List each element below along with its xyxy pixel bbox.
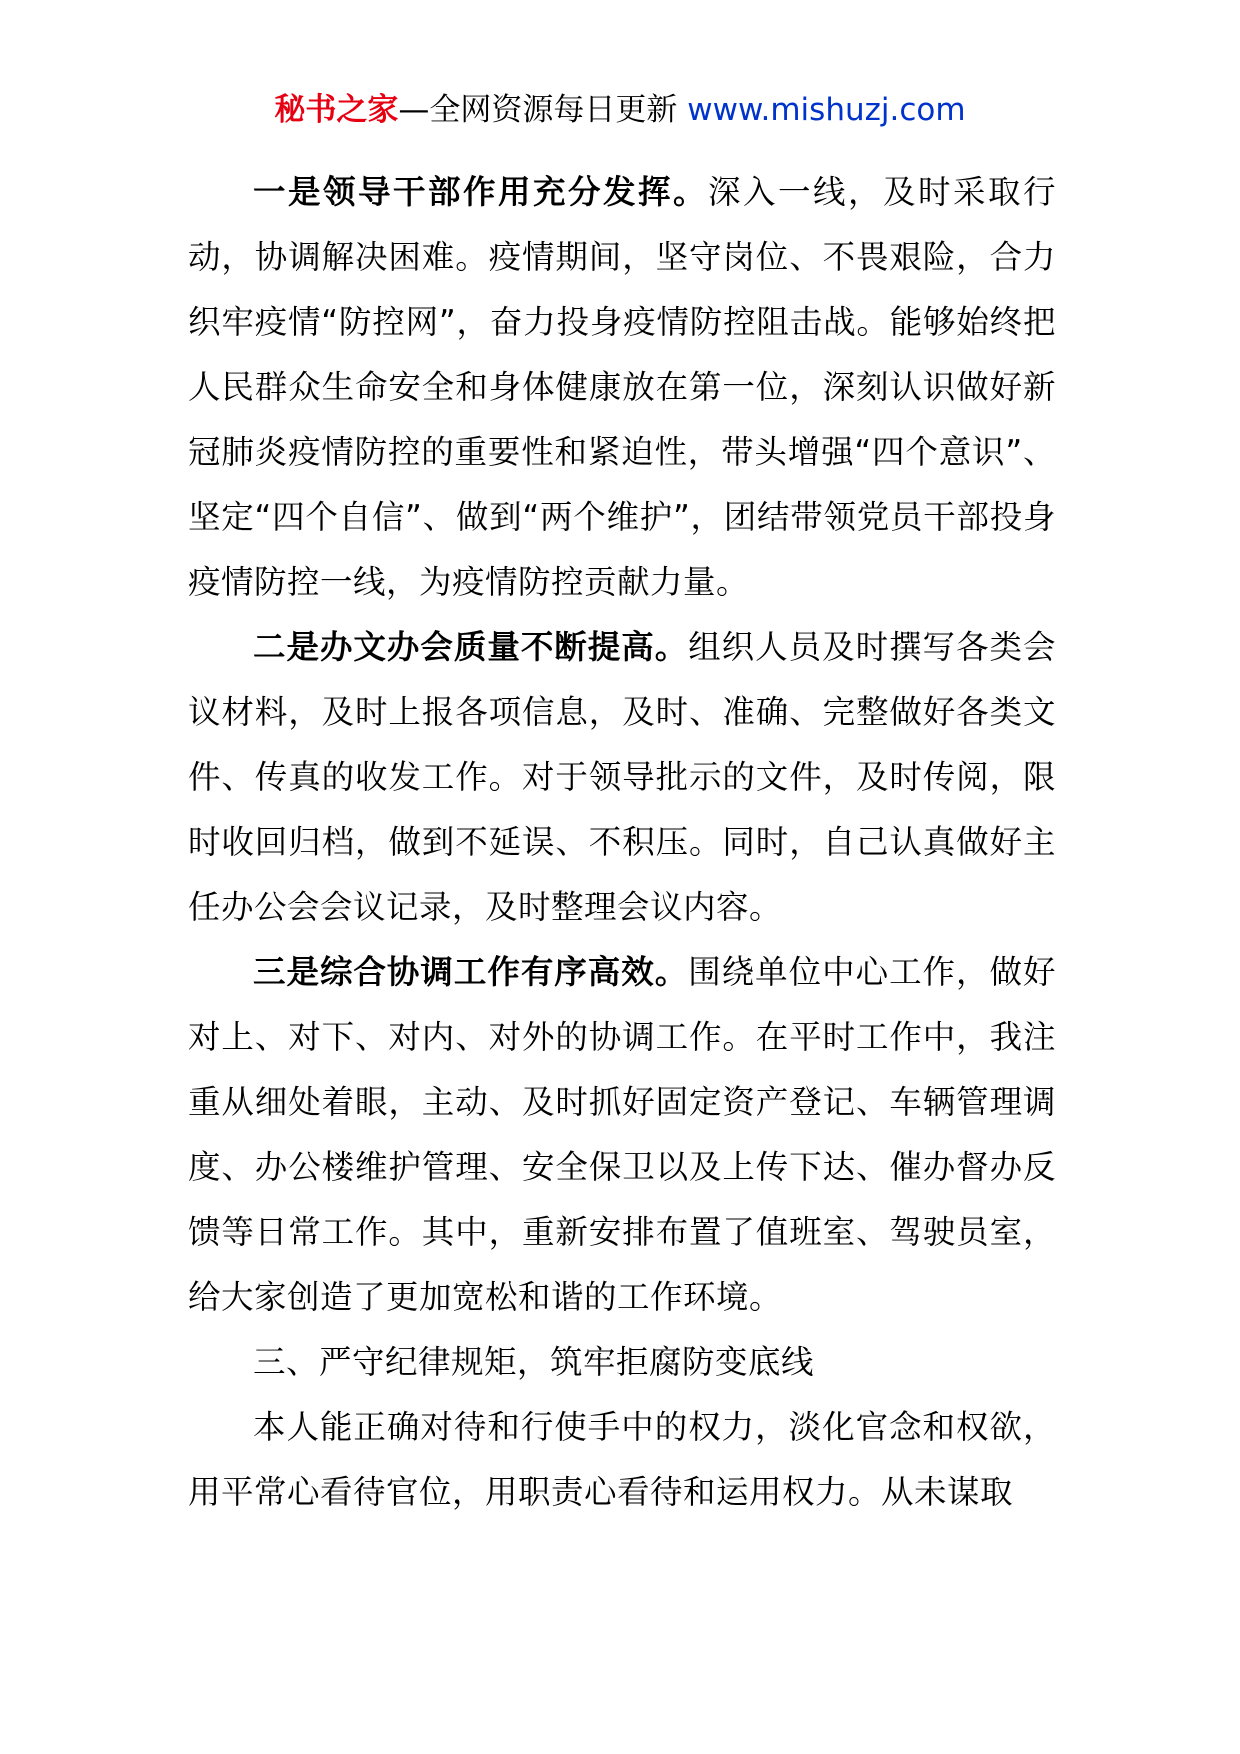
section-heading-text: 三、严守纪律规矩，筑牢拒腐防变底线 (253, 1343, 815, 1381)
section-heading-discipline (188, 1330, 1056, 1395)
document-body (188, 160, 1056, 1525)
paragraph-lead: 三是综合协调工作有序高效。 (253, 953, 689, 991)
site-header (0, 88, 1240, 132)
paragraph-lead: 一是领导干部作用充分发挥。 (253, 173, 708, 211)
brand-name: 秘书之家 (274, 92, 399, 128)
paragraph-text: 围绕单位中心工作，做好对上、对下、对内、对外的协调工作。在平时工作中，我注重从细处着眼，主动、及时抓好固定资产登记、车辆管理调度、办公楼维护管理、安全保卫以及上传下达、催办督办反馈等日常工作。其中，重新安排布置了值班室、驾驶员室，给大家创造了更加宽松和谐的工作环境。 (188, 953, 1056, 1316)
paragraph-coordination-work (188, 940, 1056, 1330)
paragraph-leaders-role (188, 160, 1056, 615)
paragraph-document-meeting-quality (188, 615, 1056, 940)
paragraph-text: 深入一线，及时采取行动，协调解决困难。疫情期间，坚守岗位、不畏艰险，合力织牢疫情“防控网”，奋力投身疫情防控阻击战。能够始终把人民群众生命安全和身体健康放在第一位，深刻认识做好新冠肺炎疫情防控的重要性和紧迫性，带头增强“四个意识”、坚定“四个自信”、做到“两个维护”，团结带领党员干部投身疫情防控一线，为疫情防控贡献力量。 (188, 173, 1056, 601)
paragraph-text: 组织人员及时撰写各类会议材料，及时上报各项信息，及时、准确、完整做好各类文件、传真的收发工作。对于领导批示的文件，及时传阅，限时收回归档，做到不延误、不积压。同时，自己认真做好主任办公会会议记录，及时整理会议内容。 (188, 628, 1056, 926)
paragraph-power-use (188, 1395, 1056, 1525)
paragraph-text: 本人能正确对待和行使手中的权力，淡化官念和权欲，用平常心看待官位，用职责心看待和运用权力。从未谋取 (188, 1408, 1056, 1511)
paragraph-lead: 二是办文办会质量不断提高。 (253, 628, 689, 666)
site-url-link[interactable]: www.mishuzj.com (687, 92, 966, 128)
header-tagline: —全网资源每日更新 (398, 92, 688, 128)
